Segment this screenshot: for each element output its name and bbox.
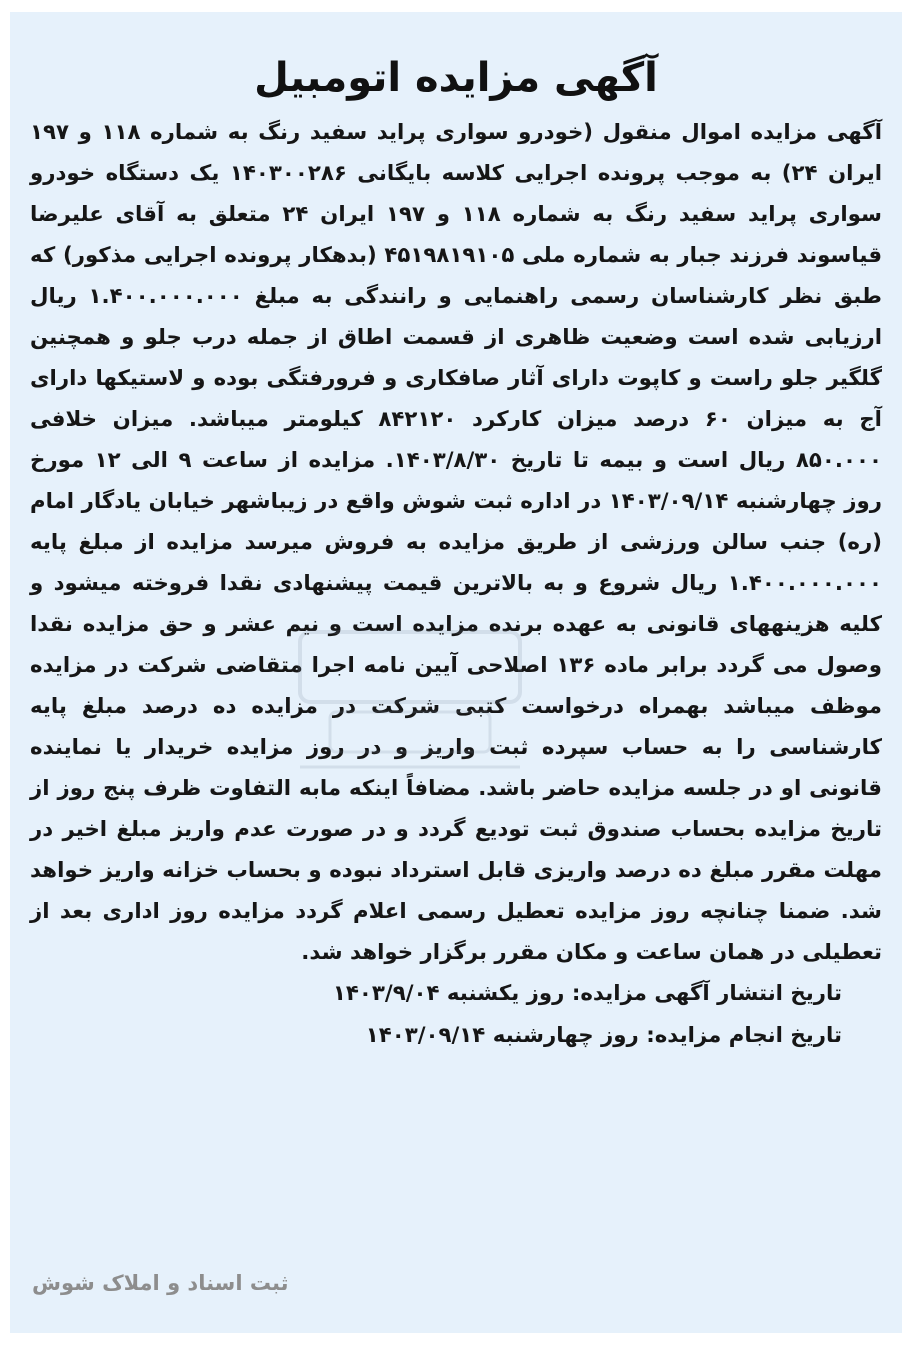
auction-date-line: تاریخ انجام مزایده: روز چهارشنبه ۱۴۰۳/۰۹/۱۴ xyxy=(365,1023,842,1048)
issuer-signature: ثبت اسناد و املاک شوش xyxy=(32,1271,289,1295)
notice-body: آگهی مزایده اموال منقول (خودرو سواری پراید سفید رنگ به شماره ۱۱۸ و ۱۹۷ ایران ۲۴) به موجب پرونده اجرایی کلاسه بایگانی ۱۴۰۳۰۰۲۸۶ یک دستگاه خودرو سواری پراید سفید رنگ به شماره ۱۱۸ و ۱۹۷ ایران ۲۴ متعلق به آقای علیرضا قیاسوند فرزند جبار به شماره ملی ۴۵۱۹۸۱۹۱۰۵ (بدهکار پرونده اجرایی مذکور) که طبق نظر کارشناسان رسمی راهنمایی و رانندگی به مبلغ ۱.۴۰۰.۰۰۰.۰۰۰ ریال ارزیابی شده است وضعیت ظاهری از قسمت اطاق از جمله درب جلو و همچنین گلگیر جلو راست و کاپوت دارای آثار صافکاری و فرورفتگی بوده و لاستیکها دارای آج به میزان ۶۰ درصد میزان کارکرد ۸۴۲۱۲۰ کیلومتر میباشد. میزان خلافی ۸۵۰.۰۰۰ ریال است و بیمه تا تاریخ ۱۴۰۳/۸/۳۰. مزایده از ساعت ۹ الی ۱۲ مورخ روز چهارشنبه ۱۴۰۳/۰۹/۱۴ در اداره ثبت شوش واقع در زیباشهر خیابان یادگار امام (ره) جنب سالن ورزشی از طریق مزایده به فروش میرسد مزایده از مبلغ پایه ۱.۴۰۰.۰۰۰.۰۰۰ ریال شروع و به بالاترین قیمت پیشنهادی نقدا فروخته میشود و کلیه هزینههای قانونی به عهده برنده مزایده است و نیم عشر و حق مزایده نقدا وصول می گردد برابر ماده ۱۳۶ اصلاحی آیین نامه اجرا متقاضی شرکت در مزایده موظف میباشد بهمراه درخواست کتبی شرکت در مزایده ده درصد مبلغ پایه کارشناسی را به حساب سپرده ثبت واریز و در روز مزایده خریدار یا نماینده قانونی او در جلسه مزایده حاضر باشد. مضافاً اینکه مابه التفاوت ظرف پنج روز از تاریخ مزایده بحساب صندوق ثبت تودیع گردد و در صورت عدم واریز مبلغ اخیر در مهلت مقرر مبلغ ده درصد واریزی قابل استرداد نبوده و بحساب خزانه واریز خواهد شد. ضمنا چنانچه روز مزایده تعطیل رسمی اعلام گردد مزایده روز اداری بعد از تعطیلی در همان ساعت و مکان مقرر برگزار خواهد شد. xyxy=(30,120,883,965)
auction-notice xyxy=(10,12,902,1333)
publish-date-line: تاریخ انتشار آگهی مزایده: روز یکشنبه ۱۴۰۳/۹/۰۴ xyxy=(332,981,842,1006)
notice-title: آگهی مزایده اتومبیل xyxy=(254,55,658,101)
